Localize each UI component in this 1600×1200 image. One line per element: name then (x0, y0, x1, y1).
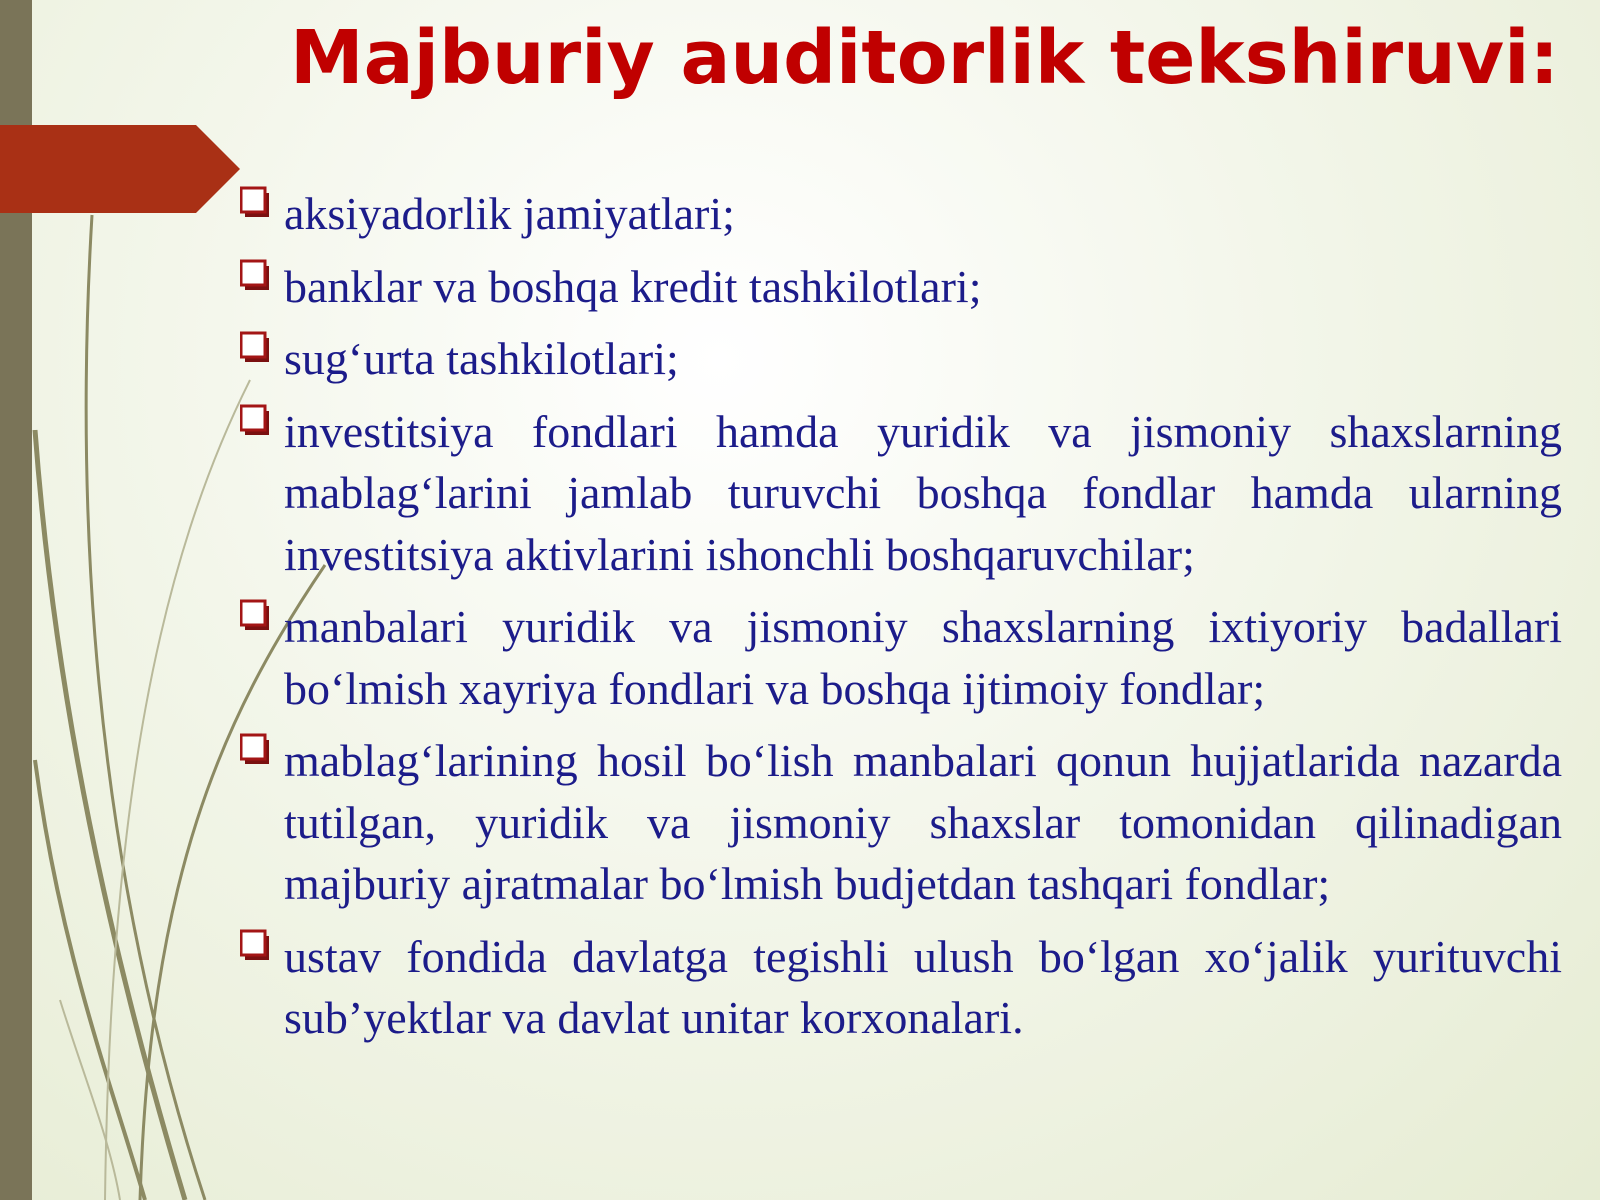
list-item-text: sug‘urta tashkilotlari; (284, 333, 679, 384)
hollow-square-icon (240, 331, 270, 363)
list-item (240, 256, 1562, 318)
list-item-text: ustav fondida davlatga tegishli ulush bo‘lgan xo‘jalik yurituvchi sub’yektlar va davlat unitar korxonalari. (284, 930, 1562, 1043)
slide-title: Majburiy auditorlik tekshiruvi: (290, 15, 1560, 101)
list-item-text: manbalari yuridik va jismoniy shaxslarning ixtiyoriy badallari bo‘lmish xayriya fondlari va boshqa ijtimoiy fondlar; (284, 601, 1562, 714)
list-item-text: mablag‘larining hosil bo‘lish manbalari qonun hujjatlarida nazarda tutilgan, yuridik va jismoniy shaxslar tomonidan qilinadigan majburiy ajratmalar bo‘lmish budjetdan tashqari fondlar; (284, 735, 1562, 909)
list-item-text: investitsiya fondlari hamda yuridik va jismoniy shaxslarning mablag‘larini jamlab turuvchi boshqa fondlar hamda ularning investitsiya aktivlarini ishonchli boshqaruvchilar; (284, 405, 1562, 580)
list-item (240, 926, 1562, 1049)
list-item (240, 401, 1562, 586)
list-item-text: aksiyadorlik jamiyatlari; (284, 188, 735, 239)
hollow-square-icon (240, 929, 270, 961)
hollow-square-icon (240, 186, 270, 218)
red-arrow-tab (0, 125, 240, 213)
list-item (240, 730, 1562, 915)
bullet-list (240, 183, 1562, 1060)
list-item-text: banklar va boshqa kredit tashkilotlari; (284, 260, 982, 312)
hollow-square-icon (240, 259, 270, 291)
hollow-square-icon (240, 599, 270, 631)
list-item (240, 596, 1562, 719)
list-item (240, 183, 1562, 245)
hollow-square-icon (240, 404, 270, 436)
list-item (240, 328, 1562, 390)
hollow-square-icon (240, 733, 270, 765)
